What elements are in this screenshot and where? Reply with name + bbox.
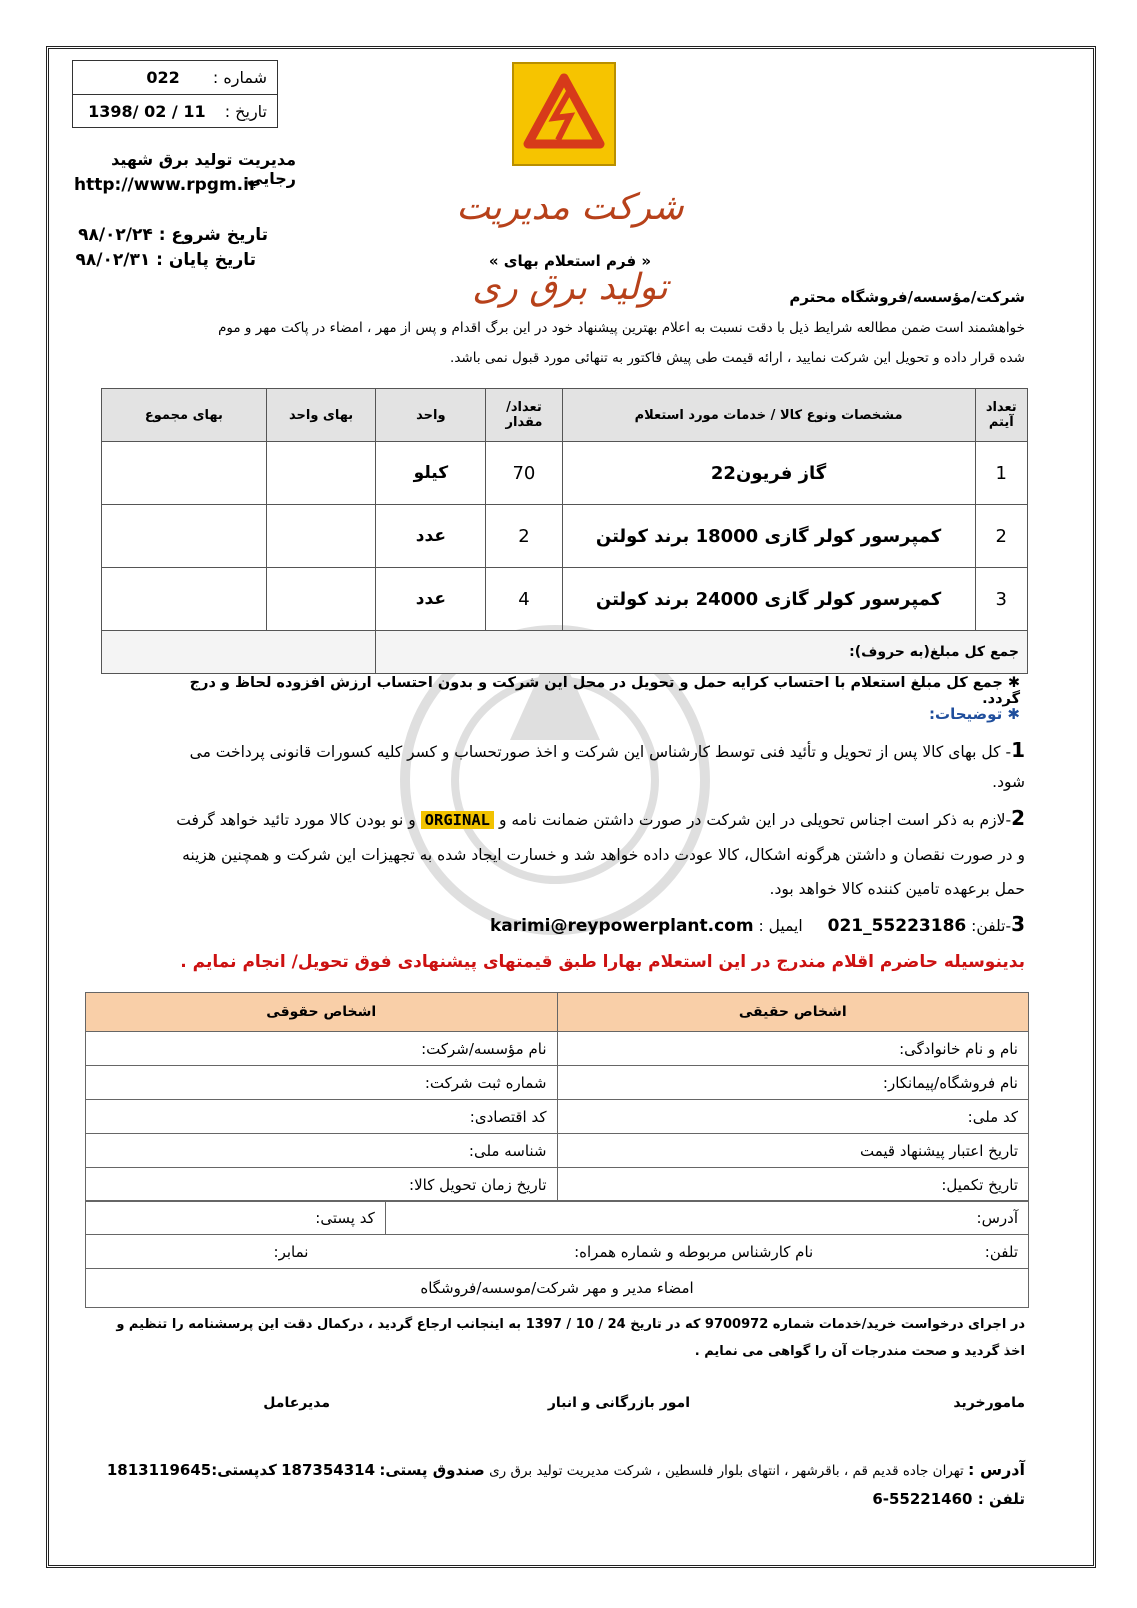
address-field[interactable]: آدرس: xyxy=(385,1201,1028,1235)
table-row xyxy=(86,1066,1029,1100)
date-row xyxy=(73,94,277,127)
legal-field[interactable]: شناسه ملی: xyxy=(86,1134,558,1168)
date-label: تاریخ : xyxy=(224,102,267,121)
row-description: کمپرسور کولر گازی 24000 برند کولتن xyxy=(562,568,975,631)
note-3-tel: 021_55223186 xyxy=(827,916,967,936)
note-1-number: 1 xyxy=(1011,738,1025,762)
phone-field[interactable]: تلفن: xyxy=(984,1242,1018,1261)
date-value: 1398/ 02 / 11 xyxy=(88,102,206,121)
note-1-line-1 xyxy=(80,738,1025,762)
company-logo xyxy=(512,62,616,166)
row-qty: 70 xyxy=(486,442,562,505)
note-3-tel-label: -تلفن: xyxy=(971,917,1012,935)
footer-pobox: 187354314 xyxy=(281,1461,376,1479)
sig-ceo: مدیرعامل xyxy=(263,1395,330,1411)
note-1-line-2: شود. xyxy=(992,773,1025,791)
form-title: « فرم استعلام بهای » xyxy=(488,252,652,270)
header-count-item-2: آیتم xyxy=(988,415,1014,430)
row-unit: عدد xyxy=(376,568,486,631)
request-line-1: در اجرای درخواست خرید/خدمات شماره 9700972 که در تاریخ 24 / 10 / 1397 به اینجانب ارجاع گردید ، درکمال دقت این پرسشنامه را تنظیم و xyxy=(116,1317,1025,1332)
number-date-box xyxy=(72,60,278,128)
footer-postcode-label: کدپستی: xyxy=(211,1461,277,1479)
footer-phone-label: تلفن : xyxy=(977,1490,1025,1508)
header-unit-price: بهای واحد xyxy=(266,389,376,442)
table-row xyxy=(86,1100,1029,1134)
footer-phone xyxy=(820,1490,1025,1508)
end-date-label: تاریخ پایان : xyxy=(156,250,256,270)
footer-address xyxy=(90,1460,1025,1479)
explanations-title-text: توضیحات: xyxy=(929,705,1003,723)
declaration: بدینوسیله حاضرم اقلام مندرج در این استعلام بهارا طبق قیمتهای پیشنهادی فوق تحویل/ انجام نمایم . xyxy=(180,952,1025,972)
row-unit-price xyxy=(266,505,376,568)
header-description: مشخصات ونوع کالا / خدمات مورد استعلام xyxy=(562,389,975,442)
sig-commerce: امور بازرگانی و انبار xyxy=(547,1395,690,1411)
phone-row xyxy=(86,1235,1029,1269)
note-2-number: 2 xyxy=(1011,806,1025,830)
real-field[interactable]: تاریخ تکمیل: xyxy=(557,1168,1029,1202)
bullet-icon: ✱ xyxy=(1002,705,1020,723)
total-note-text: جمع کل مبلغ استعلام با احتساب کرایه حمل و تحویل در محل این شرکت و بدون احتساب ارزش افزوده لحاظ و درج گردد. xyxy=(189,675,1020,707)
number-label: شماره : xyxy=(212,68,267,87)
footer-postcode: 1813119645 xyxy=(106,1461,212,1479)
intro-line-2: شده قرار داده و تحویل این شرکت نمایید ، ارائه قیمت طی پیش فاکتور به تنهائی مورد قبول نمی باشد. xyxy=(450,350,1025,366)
note-3-email-label: ایمیل : xyxy=(758,917,803,935)
total-row xyxy=(102,631,1028,674)
total-label: جمع کل مبلغ(به حروف): xyxy=(376,631,1028,674)
legal-field[interactable]: کد اقتصادی: xyxy=(86,1100,558,1134)
note-3-line xyxy=(80,912,1025,936)
company-logo-text: شرکت مدیریت تولید برق ری xyxy=(456,187,684,308)
header-total-price: بهای مجموع xyxy=(102,389,267,442)
row-unit: عدد xyxy=(376,505,486,568)
note-3-email-link[interactable]: karimi@reypowerplant.com xyxy=(489,916,754,936)
postal-code-field[interactable]: کد پستی: xyxy=(86,1201,386,1235)
bullet-icon: ✱ xyxy=(1002,675,1020,691)
total-note xyxy=(150,675,1020,707)
header-qty-1: تعداد/ xyxy=(506,400,542,415)
header-qty-2: مقدار xyxy=(505,415,543,430)
note-2-text-a: -لازم به ذکر است اجناس تحویلی در این شرکت در صورت داشتن ضمانت نامه و xyxy=(498,811,1012,829)
fax-field[interactable]: نمابر: xyxy=(273,1242,309,1261)
items-header-row xyxy=(102,389,1028,442)
row-description: گاز فریون22 xyxy=(562,442,975,505)
real-field[interactable]: تاریخ اعتبار پیشنهاد قیمت xyxy=(557,1134,1029,1168)
signature-field[interactable]: امضاء مدیر و مهر شرکت/موسسه/فروشگاه xyxy=(86,1269,1029,1308)
row-unit-price xyxy=(266,568,376,631)
end-date xyxy=(60,250,256,270)
header-legal-persons: اشخاص حقوقی xyxy=(86,993,558,1032)
table-row xyxy=(86,1134,1029,1168)
intro-line-1: خواهشمند است ضمن مطالعه شرایط ذیل با دقت نسبت به اعلام بهترین پیشنهاد خود در این برگ اقدام و پس از مهر ، امضاء در پاکت مهر و موم xyxy=(218,320,1025,336)
row-qty: 2 xyxy=(486,505,562,568)
start-date-value: ۹۸/۰۲/۲۴ xyxy=(78,225,153,245)
legal-field[interactable]: شماره ثبت شرکت: xyxy=(86,1066,558,1100)
signature-row xyxy=(86,1269,1029,1308)
number-row xyxy=(73,61,277,94)
table-row xyxy=(102,568,1028,631)
total-value xyxy=(102,631,376,674)
row-total-price xyxy=(102,505,267,568)
row-qty: 4 xyxy=(486,568,562,631)
request-line-2: اخذ گردید و صحت مندرجات آن را گواهی می نمایم . xyxy=(694,1344,1025,1359)
table-row xyxy=(102,505,1028,568)
expert-field[interactable]: نام کارشناس مربوطه و شماره همراه: xyxy=(574,1242,814,1261)
row-total-price xyxy=(102,442,267,505)
start-date xyxy=(60,225,268,245)
note-2-line-2: و در صورت نقصان و داشتن هرگونه اشکال، کالا عودت داده خواهد شد و خسارت ایجاد شده به تجهیزات این شرکت و همچنین هزینه xyxy=(182,846,1025,864)
start-date-label: تاریخ شروع : xyxy=(158,225,268,245)
real-field[interactable]: نام فروشگاه/پیمانکار: xyxy=(557,1066,1029,1100)
row-index: 1 xyxy=(975,442,1028,505)
sig-purchaser: مامورخرید xyxy=(953,1395,1025,1411)
org-name: مديريت توليد برق شهيد رجايي xyxy=(111,150,296,188)
header-unit: واحد xyxy=(376,389,486,442)
legal-field[interactable]: تاریخ زمان تحویل کالا: xyxy=(86,1168,558,1202)
contact-table xyxy=(85,1200,1029,1308)
table-row xyxy=(102,442,1028,505)
phone-row-cell xyxy=(86,1235,1029,1269)
address-row xyxy=(86,1201,1029,1235)
note-2-text-b: و نو بودن کالا مورد تائید خواهد گرفت xyxy=(176,811,416,829)
header-count-item-1: تعداد xyxy=(985,400,1017,415)
note-3-number: 3 xyxy=(1011,912,1025,936)
orginal-highlight: ORGINAL xyxy=(421,811,494,829)
table-row xyxy=(86,1032,1029,1066)
end-date-value: ۹۸/۰۲/۳۱ xyxy=(75,250,151,270)
explanations-title xyxy=(860,705,1020,723)
seller-header-row xyxy=(86,993,1029,1032)
row-description: کمپرسور کولر گازی 18000 برند کولتن xyxy=(562,505,975,568)
row-index: 3 xyxy=(975,568,1028,631)
website: http://www.rpgm.ir xyxy=(74,175,258,195)
row-unit-price xyxy=(266,442,376,505)
salutation: شرکت/مؤسسه/فروشگاه محترم xyxy=(789,288,1025,306)
row-unit: کیلو xyxy=(376,442,486,505)
footer-pobox-label: صندوق پستی: xyxy=(379,1461,485,1479)
header-real-persons: اشخاص حقیقی xyxy=(557,993,1029,1032)
table-row xyxy=(86,1168,1029,1202)
footer-phone-value: 6-55221460 xyxy=(872,1490,973,1508)
note-1-text: - کل بهای کالا پس از تحویل و تأئید فنی توسط کارشناس این شرکت و اخذ صورتحساب و کسر کلیه کسورات قانونی پرداخت می xyxy=(189,743,1012,761)
footer-address-label: آدرس : xyxy=(968,1460,1025,1479)
logo-triangle-icon xyxy=(514,64,614,164)
legal-field[interactable]: نام مؤسسه/شرکت: xyxy=(86,1032,558,1066)
header-count-item xyxy=(975,389,1028,442)
real-field[interactable]: نام و نام خانوادگی: xyxy=(557,1032,1029,1066)
header-qty xyxy=(486,389,562,442)
seller-table xyxy=(85,992,1029,1202)
real-field[interactable]: کد ملی: xyxy=(557,1100,1029,1134)
footer-address-text: تهران جاده قدیم قم ، باقرشهر ، انتهای بلوار فلسطین ، شرکت مدیریت تولید برق ری xyxy=(489,1463,964,1479)
row-total-price xyxy=(102,568,267,631)
note-2-line-3: حمل برعهده تامین کننده کالا خواهد بود. xyxy=(769,880,1025,898)
row-index: 2 xyxy=(975,505,1028,568)
items-table xyxy=(101,388,1028,674)
note-2-line-1 xyxy=(80,806,1025,830)
number-value: 022 xyxy=(146,68,180,87)
